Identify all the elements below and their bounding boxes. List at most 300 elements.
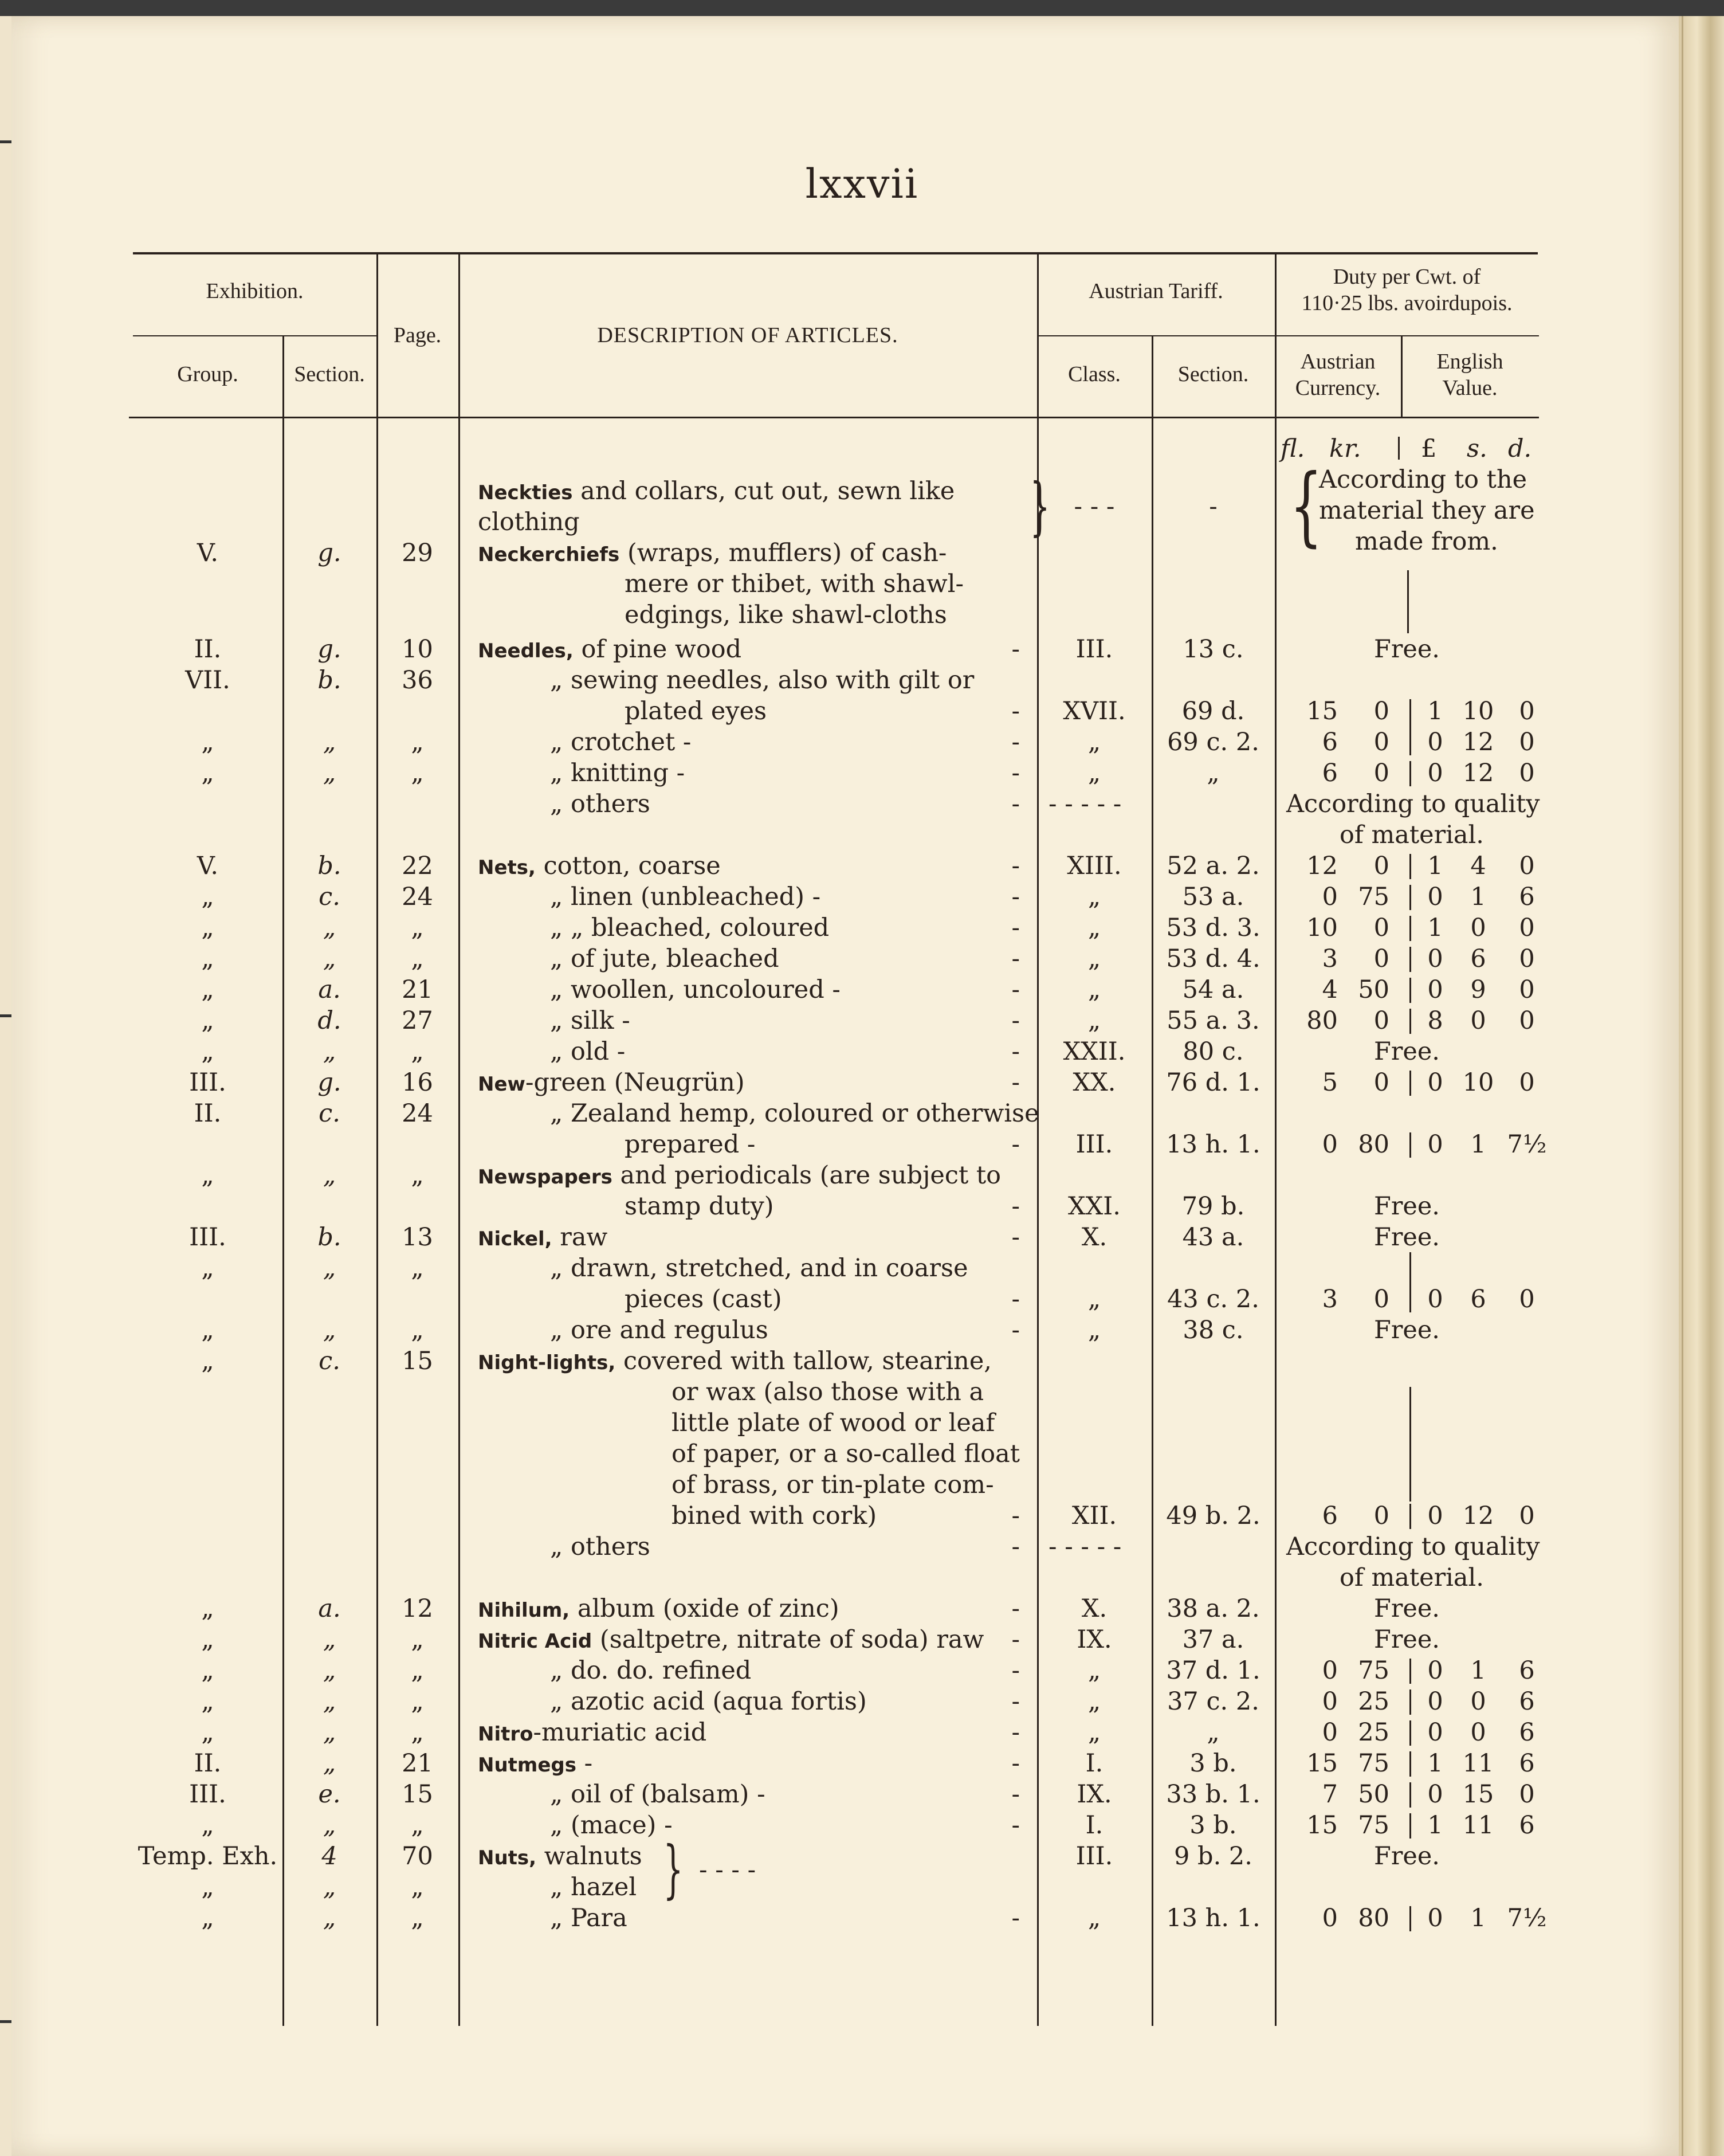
cell-group: „: [201, 1656, 214, 1685]
leader-dashes: -: [1011, 697, 1020, 726]
unit-pence: d.: [1508, 434, 1532, 463]
cell-description: [550, 1315, 768, 1346]
cell-group: V.: [197, 852, 219, 880]
entry-text: (wraps, mufflers) of cash-: [619, 539, 947, 567]
cell-kreuzer: 0: [1373, 1068, 1389, 1097]
cell-shillings: 12: [1462, 728, 1494, 756]
cell-pence: 0: [1519, 1068, 1535, 1097]
cell-section: „: [323, 944, 336, 973]
note-quality-line1: According to quality: [1286, 1532, 1540, 1561]
leader-dashes: -: [1011, 1718, 1020, 1747]
cell-section: g.: [317, 539, 341, 567]
cell-pounds: 0: [1427, 759, 1443, 787]
cell-florin: 15: [1306, 697, 1338, 726]
leader-dashes: -: [1011, 759, 1020, 787]
cell-page: „: [411, 759, 424, 787]
cell-pence: 0: [1519, 728, 1535, 756]
cell-florin: 0: [1322, 1687, 1338, 1716]
cell-free: Free.: [1374, 1594, 1440, 1623]
cell-pounds: 0: [1427, 1687, 1443, 1716]
cell-shillings: 10: [1462, 697, 1494, 726]
cell-page: „: [411, 1037, 424, 1066]
header-english-value-line1: English: [1436, 350, 1503, 374]
cell-group: II.: [194, 635, 222, 664]
cell-florin: 5: [1322, 1068, 1338, 1097]
currency-divider: [1409, 854, 1411, 879]
cell-page: „: [411, 1811, 424, 1840]
cell-florin: 3: [1322, 1285, 1338, 1314]
cell-free: Free.: [1374, 1223, 1440, 1252]
note-material-line3: made from.: [1355, 527, 1498, 556]
entry-text: „ oil of (balsam) -: [550, 1780, 765, 1809]
cell-description-continued: plated eyes: [625, 697, 767, 726]
cell-kreuzer: 0: [1373, 697, 1389, 726]
cell-group: „: [201, 1811, 214, 1840]
header-austrian-tariff: Austrian Tariff.: [1089, 279, 1223, 303]
cell-pence: 6: [1519, 1687, 1535, 1716]
cell-page: „: [411, 1254, 424, 1283]
cell-tariff-section: 69 d.: [1181, 697, 1245, 726]
cell-class: „: [1087, 914, 1101, 942]
cell-pounds: 1: [1427, 1749, 1443, 1778]
header-class: Class.: [1068, 362, 1121, 386]
cell-group: „: [201, 1904, 214, 1932]
cell-group: „: [201, 975, 214, 1004]
cell-page: „: [411, 728, 424, 756]
cell-section: „: [323, 1161, 336, 1190]
cell-florin: 0: [1322, 1130, 1338, 1159]
cell-pounds: 0: [1427, 975, 1443, 1004]
cell-class: „: [1087, 1904, 1101, 1932]
cell-florin: 7: [1322, 1780, 1338, 1809]
cell-kreuzer: 80: [1358, 1130, 1389, 1159]
cell-section: 4: [321, 1842, 337, 1871]
leader-dashes: -: [1011, 790, 1020, 818]
cell-class: III.: [1075, 635, 1113, 664]
cell-shillings: 1: [1470, 1904, 1486, 1932]
header-duty-line1: Duty per Cwt. of: [1333, 265, 1481, 289]
cell-description-continued: edgings, like shawl-cloths: [625, 601, 947, 629]
currency-divider: [1409, 1906, 1411, 1931]
cell-pounds: 0: [1427, 1068, 1443, 1097]
cell-description: [478, 476, 955, 508]
cell-tariff-section: 53 d. 4.: [1166, 944, 1260, 973]
currency-divider: [1409, 885, 1411, 910]
cell-section: „: [323, 1904, 336, 1932]
header-rule-exhibition: [133, 335, 376, 336]
cell-description: [550, 665, 974, 696]
cell-group: „: [201, 1006, 214, 1035]
cell-florin: 80: [1306, 1006, 1338, 1035]
cell-free: Free.: [1374, 1316, 1440, 1344]
cell-section: „: [323, 1625, 336, 1654]
cell-kreuzer: 50: [1358, 1780, 1389, 1809]
nuts-brace: }: [663, 1832, 684, 1906]
cell-group: „: [201, 1316, 214, 1344]
page-number: lxxvii: [805, 160, 919, 207]
cell-description: [478, 1624, 984, 1657]
cell-description-continued: clothing: [478, 508, 580, 536]
cell-class: I.: [1085, 1811, 1103, 1840]
note-quality-line1: According to quality: [1286, 790, 1540, 818]
cell-class: - - -: [1074, 492, 1115, 521]
entry-text: „ azotic acid (aqua fortis): [550, 1687, 867, 1716]
currency-divider: [1409, 1813, 1411, 1839]
cell-description: [550, 1253, 968, 1284]
cell-group: „: [201, 944, 214, 973]
unit-divider: [1398, 437, 1400, 460]
cell-description: [550, 1872, 637, 1903]
cell-pence: 0: [1519, 697, 1535, 726]
leader-dashes: -: [1011, 1068, 1020, 1097]
dash-row: - - - - -: [1048, 1532, 1122, 1561]
cell-tariff-section: 37 a.: [1182, 1625, 1244, 1654]
header-english-value-line2: Value.: [1442, 376, 1498, 400]
cell-page: 36: [402, 666, 433, 695]
cell-tariff-section: 13 h. 1.: [1166, 1904, 1260, 1932]
duty-divider: [1409, 1387, 1411, 1502]
cell-kreuzer: 80: [1358, 1904, 1389, 1932]
cell-tariff-section: 37 c. 2.: [1167, 1687, 1259, 1716]
cell-description-continued: mere or thibet, with shawl-: [625, 570, 964, 598]
right-brace: }: [1030, 469, 1050, 543]
cell-kreuzer: 0: [1373, 944, 1389, 973]
book-spine: [1679, 16, 1724, 2156]
cell-class: XII.: [1071, 1502, 1117, 1530]
cell-kreuzer: 0: [1373, 1285, 1389, 1314]
cell-page: 13: [402, 1223, 433, 1252]
cell-class: III.: [1075, 1130, 1113, 1159]
cell-florin: 12: [1306, 852, 1338, 880]
cell-description: [550, 1810, 673, 1841]
leader-dashes: -: [1011, 852, 1020, 880]
cell-page: „: [411, 1873, 424, 1902]
cell-group: „: [201, 1873, 214, 1902]
currency-divider: [1409, 978, 1411, 1003]
cell-group: „: [201, 883, 214, 911]
cell-page: 16: [402, 1068, 433, 1097]
cell-pence: 6: [1519, 1749, 1535, 1778]
cell-class: „: [1087, 1316, 1101, 1344]
cell-shillings: 12: [1462, 1502, 1494, 1530]
cell-group: „: [201, 1718, 214, 1747]
header-rule-tariff: [1037, 335, 1539, 336]
cell-section: c.: [319, 1347, 340, 1375]
currency-divider: [1409, 1659, 1411, 1684]
cell-group: „: [201, 1594, 214, 1623]
cell-pence: 7½: [1507, 1130, 1547, 1159]
cell-pence: 0: [1519, 944, 1535, 973]
cell-description: [550, 1531, 650, 1562]
leader-dashes: - - - -: [699, 1856, 756, 1884]
cell-page: „: [411, 1718, 424, 1747]
cell-section: b.: [317, 1223, 341, 1252]
entry-text: „ of jute, bleached: [550, 944, 779, 973]
cell-description: [550, 881, 820, 912]
cell-group: „: [201, 1161, 214, 1190]
cell-pence: 0: [1519, 914, 1535, 942]
leader-dashes: -: [1011, 1904, 1020, 1932]
cell-florin: 0: [1322, 883, 1338, 911]
spine-edge: [1682, 16, 1683, 2156]
cell-shillings: 4: [1470, 852, 1486, 880]
entry-text: covered with tallow, stearine,: [615, 1347, 992, 1375]
cell-section: „: [323, 1316, 336, 1344]
cell-group: III.: [189, 1068, 226, 1097]
cell-shillings: 0: [1470, 1687, 1486, 1716]
entry-text: and periodicals (are subject to: [612, 1161, 1002, 1190]
cell-section: e.: [318, 1780, 341, 1809]
cell-kreuzer: 25: [1358, 1718, 1389, 1747]
cell-page: 10: [402, 635, 433, 664]
cell-class: „: [1087, 1687, 1101, 1716]
cell-description: [550, 974, 841, 1005]
cell-pence: 6: [1519, 883, 1535, 911]
cell-page: 12: [402, 1594, 433, 1623]
cell-section: „: [323, 1718, 336, 1747]
cell-page: 15: [402, 1347, 433, 1375]
cell-description: [478, 1222, 607, 1255]
cell-group: „: [201, 1625, 214, 1654]
duty-divider: [1407, 570, 1409, 633]
cell-tariff-section: 55 a. 3.: [1167, 1006, 1260, 1035]
cell-pounds: 8: [1427, 1006, 1443, 1035]
cell-description: [478, 538, 947, 570]
entry-text: „ others: [550, 1532, 650, 1561]
currency-divider: [1409, 1504, 1411, 1529]
cell-page: „: [411, 914, 424, 942]
cell-pounds: 0: [1427, 1656, 1443, 1685]
cell-florin: 0: [1322, 1718, 1338, 1747]
cell-tariff-section: 80 c.: [1183, 1037, 1244, 1066]
cell-class: IX.: [1077, 1625, 1112, 1654]
cell-florin: 6: [1322, 1502, 1338, 1530]
cell-tariff-section: 43 c. 2.: [1167, 1285, 1259, 1314]
cell-description: [550, 1036, 625, 1067]
entry-keyword: Nutmegs: [478, 1754, 576, 1777]
margin-mark: [0, 140, 11, 143]
cell-description: [550, 1903, 627, 1934]
entry-text: „ drawn, stretched, and in coarse: [550, 1254, 968, 1283]
cell-page: 27: [402, 1006, 433, 1035]
cell-shillings: 11: [1462, 1811, 1494, 1840]
cell-group: „: [201, 1254, 214, 1283]
cell-tariff-section: 38 c.: [1183, 1316, 1244, 1344]
cell-florin: 4: [1322, 975, 1338, 1004]
leader-dashes: -: [1011, 975, 1020, 1004]
entry-keyword: Needles,: [478, 640, 574, 663]
cell-kreuzer: 0: [1373, 1006, 1389, 1035]
cell-page: 21: [402, 1749, 433, 1778]
cell-tariff-section: 54 a.: [1182, 975, 1244, 1004]
leader-dashes: -: [1011, 1780, 1020, 1809]
header-tariff-section: Section.: [1177, 362, 1249, 386]
entry-text: „ do. do. refined: [550, 1656, 752, 1685]
cell-class: X.: [1081, 1223, 1108, 1252]
cell-florin: 15: [1306, 1811, 1338, 1840]
cell-florin: 0: [1322, 1904, 1338, 1932]
entry-keyword: Nickel,: [478, 1228, 552, 1251]
cell-page: 70: [402, 1842, 433, 1871]
entry-text: „ crotchet -: [550, 728, 692, 756]
cell-class: „: [1087, 1285, 1101, 1314]
currency-divider: [1409, 916, 1411, 941]
leader-dashes: -: [1011, 1037, 1020, 1066]
cell-section: c.: [319, 883, 340, 911]
cell-class: „: [1087, 1656, 1101, 1685]
entry-text: cotton, coarse: [535, 852, 721, 880]
cell-class: XVII.: [1063, 697, 1126, 726]
cell-description-continued: little plate of wood or leaf: [671, 1409, 995, 1437]
currency-divider: [1409, 761, 1411, 786]
cell-pence: 0: [1519, 1006, 1535, 1035]
cell-pounds: 1: [1427, 1811, 1443, 1840]
cell-description: [550, 789, 650, 820]
entry-text: „ old -: [550, 1037, 626, 1066]
cell-page: 15: [402, 1780, 433, 1809]
entry-keyword: Nitro: [478, 1723, 533, 1746]
cell-pounds: 1: [1427, 914, 1443, 942]
cell-description: [550, 1655, 751, 1686]
cell-section: „: [323, 1037, 336, 1066]
cell-section: b.: [317, 666, 341, 695]
cell-section: c.: [319, 1099, 340, 1128]
cell-class: „: [1087, 883, 1101, 911]
cell-pounds: 0: [1427, 728, 1443, 756]
cell-page: 24: [402, 883, 433, 911]
cell-description: [550, 1779, 765, 1810]
cell-class: XIII.: [1067, 852, 1122, 880]
cell-class: X.: [1081, 1594, 1108, 1623]
entry-text: „ hazel: [550, 1873, 637, 1902]
cell-page: „: [411, 1316, 424, 1344]
cell-tariff-section: 43 a.: [1182, 1223, 1244, 1252]
cell-section: d.: [317, 1006, 341, 1035]
unit-shilling: s.: [1467, 434, 1487, 463]
cell-florin: 6: [1322, 728, 1338, 756]
cell-tariff-section: 52 a. 2.: [1167, 852, 1260, 880]
cell-tariff-section: 49 b. 2.: [1166, 1502, 1260, 1530]
entry-text: „ (mace) -: [550, 1811, 673, 1840]
header-bottom-rule: [129, 417, 1539, 418]
currency-divider: [1409, 1009, 1411, 1034]
cell-group: II.: [194, 1099, 222, 1128]
cell-description: [550, 758, 685, 789]
cell-group: „: [201, 1687, 214, 1716]
cell-shillings: 11: [1462, 1749, 1494, 1778]
cell-tariff-section: „: [1207, 1718, 1220, 1747]
cell-kreuzer: 25: [1358, 1687, 1389, 1716]
cell-shillings: 1: [1470, 1656, 1486, 1685]
cell-page: „: [411, 1904, 424, 1932]
entry-keyword: Night-lights,: [478, 1351, 616, 1374]
cell-description: [478, 1717, 706, 1750]
leader-dashes: -: [1011, 1687, 1020, 1716]
entry-keyword: Neckties: [478, 481, 573, 504]
cell-class: „: [1087, 728, 1101, 756]
cell-free: Free.: [1374, 635, 1440, 664]
cell-pence: 6: [1519, 1656, 1535, 1685]
entry-text: (saltpetre, nitrate of soda) raw: [592, 1625, 984, 1654]
unit-florin: fl.: [1281, 434, 1305, 463]
currency-divider: [1409, 947, 1411, 972]
cell-kreuzer: 0: [1373, 759, 1389, 787]
cell-pounds: 0: [1427, 1718, 1443, 1747]
cell-description: [550, 912, 829, 943]
cell-tariff-section: 13 h. 1.: [1166, 1130, 1260, 1159]
entry-text: „ linen (unbleached) -: [550, 883, 821, 911]
left-brace: {: [1290, 456, 1323, 556]
cell-tariff-section: 53 a.: [1182, 883, 1244, 911]
cell-description: [550, 1098, 1039, 1129]
header-english-value: [1401, 348, 1539, 401]
cell-pence: 0: [1519, 852, 1535, 880]
cell-section: „: [323, 1687, 336, 1716]
cell-tariff-section: -: [1209, 492, 1218, 521]
cell-description: [478, 1160, 1001, 1193]
note-quality-line2: of material.: [1340, 821, 1484, 849]
scan-top-border: [0, 0, 1724, 16]
cell-shillings: 1: [1470, 1130, 1486, 1159]
entry-keyword: Nets,: [478, 856, 536, 879]
entry-text: raw: [552, 1223, 608, 1252]
cell-class: „: [1087, 944, 1101, 973]
cell-class: III.: [1075, 1842, 1113, 1871]
entry-text: -green (Neugrün): [525, 1068, 745, 1097]
cell-kreuzer: 0: [1373, 852, 1389, 880]
cell-pence: 6: [1519, 1811, 1535, 1840]
entry-keyword: Nihilum,: [478, 1599, 570, 1622]
cell-tariff-section: 37 d. 1.: [1166, 1656, 1260, 1685]
entry-text: „ knitting -: [550, 759, 685, 787]
entry-text: „ silk -: [550, 1006, 630, 1035]
cell-kreuzer: 0: [1373, 1502, 1389, 1530]
cell-group: „: [201, 1347, 214, 1375]
unit-kreuzer: kr.: [1329, 434, 1361, 463]
currency-divider: [1409, 1782, 1411, 1808]
cell-description: [550, 943, 779, 974]
cell-tariff-section: 69 c. 2.: [1167, 728, 1259, 756]
entry-text: -: [576, 1749, 593, 1778]
header-austrian-currency: [1275, 348, 1401, 401]
header-section: Section.: [294, 362, 365, 386]
leader-dashes: -: [1011, 1594, 1020, 1623]
cell-class: „: [1087, 759, 1101, 787]
header-page: Page.: [393, 323, 442, 347]
cell-page: „: [411, 1161, 424, 1190]
cell-section: „: [323, 728, 336, 756]
leader-dashes: -: [1011, 1625, 1020, 1654]
note-material-line2: material they are: [1319, 496, 1535, 525]
cell-section: „: [323, 1811, 336, 1840]
entry-text: „ others: [550, 790, 650, 818]
leader-dashes: -: [1011, 1285, 1020, 1314]
cell-tariff-section: 13 c.: [1183, 635, 1244, 664]
cell-pence: 0: [1519, 1285, 1535, 1314]
margin-mark: [0, 1014, 11, 1017]
leader-dashes: -: [1011, 635, 1020, 664]
cell-page: 22: [402, 852, 433, 880]
cell-pence: 0: [1519, 975, 1535, 1004]
cell-description: [550, 1686, 867, 1717]
cell-page: „: [411, 1656, 424, 1685]
leader-dashes: -: [1011, 1130, 1020, 1159]
header-group: Group.: [177, 362, 238, 386]
cell-tariff-section: 79 b.: [1181, 1192, 1245, 1221]
cell-tariff-section: 76 d. 1.: [1166, 1068, 1260, 1097]
cell-group: „: [201, 1037, 214, 1066]
entry-keyword: Nitric Acid: [478, 1630, 592, 1653]
